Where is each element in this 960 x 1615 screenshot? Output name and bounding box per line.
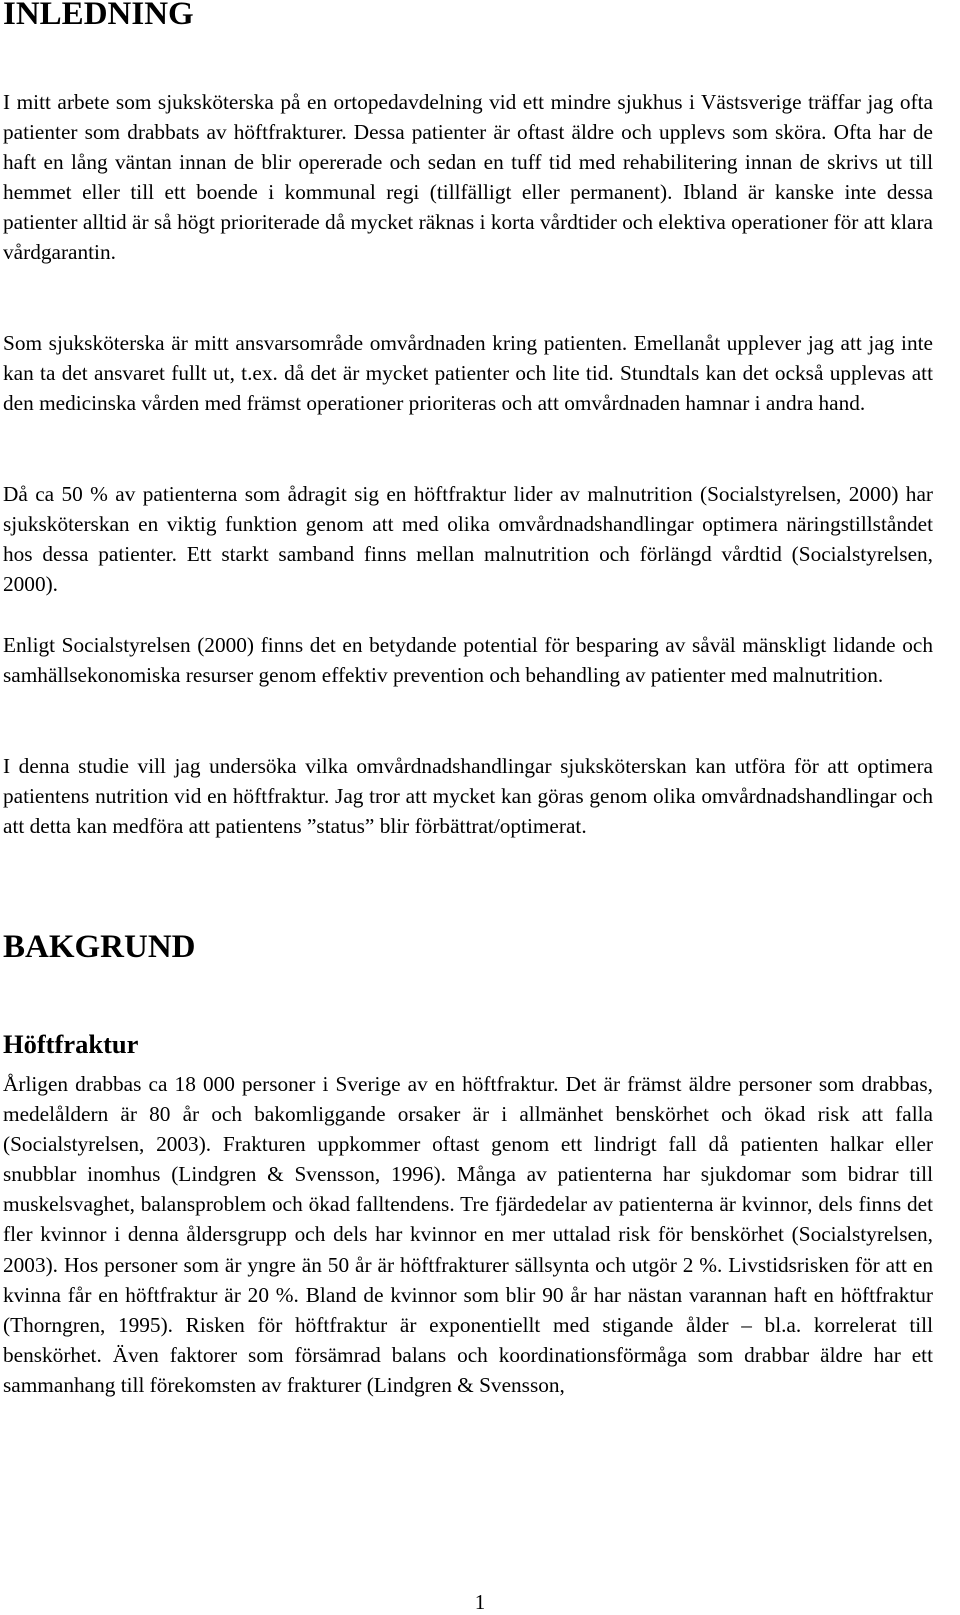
paragraph-socialstyrelsen: Enligt Socialstyrelsen (2000) finns det en betydande potential för besparing av såväl mänskligt lidande och samhällsekonomiska resurser genom effektiv prevention och behandling av patienter med malnutrition. [3, 633, 933, 688]
paragraph-intro: I mitt arbete som sjuksköterska på en ortopedavdelning vid ett mindre sjukhus i Västsverige träffar jag ofta patienter som drabbats av höftfrakturer. Dessa patienter är oftast äldre och upplevs som sköra. Ofta har de haft en lång väntan innan de blir opererade och sedan en tuff tid med rehabilitering innan de skrivs ut till hemmet eller till ett boende i kommunal regi (tillfälligt eller permanent). Ibland är kanske inte dessa patienter alltid är så högt prioriterade då mycket räknas i korta vårdtider och elektiva operationer för att klara vårdgarantin. [3, 90, 933, 265]
heading-hoftfraktur: Höftfraktur [3, 1029, 139, 1059]
paragraph-hoftfraktur: Årligen drabbas ca 18 000 personer i Sverige av en höftfraktur. Det är främst äldre personer som drabbas, medelåldern är 80 år och bakomliggande orsaker är i allmänhet benskörhet och ökad risk att falla (Socialstyrelsen, 2003). Frakturen uppkommer oftast genom ett lindrigt fall då patienten halkar eller snubblar inomhus (Lindgren & Svensson, 1996). Många av patienterna har sjukdomar som bidrar till muskelsvaghet, balansproblem och ökad falltendens. Tre fjärdedelar av patienterna är kvinnor, dels finns det fler kvinnor i denna åldersgrupp och dels har kvinnor en mer uttalad risk för benskörhet (Socialstyrelsen, 2003). Hos personer som är yngre än 50 år är höftfrakturer sällsynta och utgör 2 %. Livstidsrisken för att en kvinna får en höftfraktur är 20 %. Bland de kvinnor som blir 90 år har nästan varannan haft en höftfraktur (Thorngren, 1995). Risken för höftfraktur är exponentiellt med stigande ålder – bl.a. korrelerat till benskörhet. Även faktorer som försämrad balans och koordinationsförmåga som drabbar äldre har ett sammanhang till förekomsten av frakturer (Lindgren & Svensson, [3, 1072, 933, 1397]
paragraph-ansvar: Som sjuksköterska är mitt ansvarsområde omvårdnaden kring patienten. Emellanåt upplever jag att jag inte kan ta det ansvaret fullt ut, t.ex. då det är mycket patienter och lite tid. Stundtals kan det också upplevas att den medicinska vården med främst operationer prioriteras och att omvårdnaden hamnar i andra hand. [3, 331, 933, 416]
page-number: 1 [474, 1590, 486, 1614]
heading-inledning: INLEDNING [3, 0, 194, 32]
paragraph-studie: I denna studie vill jag undersöka vilka omvårdnadshandlingar sjuksköterskan kan utföra för att optimera patientens nutrition vid en höftfraktur. Jag tror att mycket kan göras genom olika omvårdnadshandlingar och att detta kan medföra att patientens ”status” blir förbättrat/optimerat. [3, 754, 933, 839]
heading-bakgrund: BAKGRUND [3, 929, 196, 965]
paragraph-malnutrition: Då ca 50 % av patienterna som ådragit sig en höftfraktur lider av malnutrition (Socialstyrelsen, 2000) har sjuksköterskan en viktig funktion genom att med olika omvårdnadshandlingar optimera näringstillståndet hos dessa patienter. Ett starkt samband finns mellan malnutrition och förlängd vårdtid (Socialstyrelsen, 2000). [3, 482, 933, 597]
